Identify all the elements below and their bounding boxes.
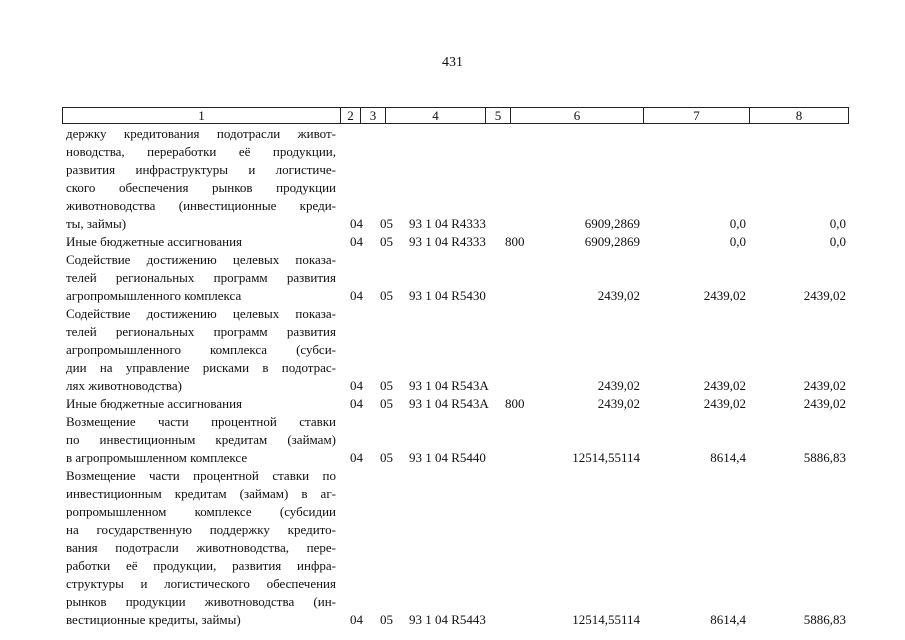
description-line: телей региональных программ развития [66, 324, 336, 339]
amount-col-6: 2439,02 [597, 288, 640, 303]
row-description [66, 233, 336, 251]
header-col-2: 2 [341, 108, 361, 123]
section-code: 04 [350, 450, 363, 465]
description-line: Иные бюджетные ассигнования [66, 396, 243, 411]
description-line: животноводства (инвестиционные креди- [66, 198, 336, 213]
amount-col-8: 2439,02 [803, 288, 846, 303]
description-line: развития инфраструктуры и логистиче- [66, 162, 336, 177]
section-code: 04 [350, 612, 363, 627]
header-col-6: 6 [511, 108, 644, 123]
amount-col-7: 8614,4 [710, 450, 746, 465]
amount-col-7: 0,0 [729, 234, 746, 249]
section-code: 04 [350, 234, 363, 249]
description-line: рынков продукции животноводства (ин- [66, 594, 336, 609]
description-line: структуры и логистического обеспечения [66, 576, 336, 591]
row-description [66, 413, 336, 467]
header-col-5: 5 [486, 108, 511, 123]
description-line: дии на управление рисками в подотрас- [66, 360, 336, 375]
table-header [62, 107, 849, 124]
description-line: Иные бюджетные ассигнования [66, 234, 243, 249]
subsection-code: 05 [380, 216, 393, 231]
description-line: Возмещение части процентной ставки [66, 414, 336, 429]
amount-col-6: 12514,55114 [572, 450, 640, 465]
amount-col-7: 2439,02 [703, 396, 746, 411]
table-row [0, 467, 905, 629]
amount-col-7: 2439,02 [703, 378, 746, 393]
description-line: ского обеспечения рынков продукции [66, 180, 336, 195]
description-line: инвестиционным кредитам (займам) в аг- [66, 486, 336, 501]
expense-type-code: 800 [505, 234, 525, 249]
description-line: агропромышленного комплекса [66, 288, 242, 303]
header-col-7: 7 [644, 108, 750, 123]
row-description [66, 251, 336, 305]
amount-col-8: 2439,02 [803, 378, 846, 393]
description-line: вания подотрасли животноводства, пере- [66, 540, 336, 555]
table-row [0, 125, 905, 233]
amount-col-6: 2439,02 [597, 396, 640, 411]
table-row [0, 251, 905, 305]
target-article-code: 93 1 04 R543A [409, 378, 489, 393]
amount-col-7: 0,0 [729, 216, 746, 231]
section-code: 04 [350, 288, 363, 303]
target-article-code: 93 1 04 R4333 [409, 216, 486, 231]
amount-col-7: 2439,02 [703, 288, 746, 303]
target-article-code: 93 1 04 R5440 [409, 450, 486, 465]
subsection-code: 05 [380, 234, 393, 249]
row-description [66, 467, 336, 629]
table-row [0, 305, 905, 395]
amount-col-8: 5886,83 [803, 450, 846, 465]
description-line: Содействие достижению целевых показа- [66, 252, 336, 267]
amount-col-7: 8614,4 [710, 612, 746, 627]
amount-col-6: 2439,02 [597, 378, 640, 393]
table-row [0, 395, 905, 413]
description-line: на государственную поддержку кредито- [66, 522, 336, 537]
header-col-8: 8 [795, 108, 803, 123]
amount-col-8: 2439,02 [803, 396, 846, 411]
subsection-code: 05 [380, 378, 393, 393]
description-line: ропромышленном комплексе (субсидии [66, 504, 336, 519]
row-description [66, 125, 336, 233]
expense-type-code: 800 [505, 396, 525, 411]
description-line: агропромышленного комплекса (субси- [66, 342, 336, 357]
table-row [0, 413, 905, 467]
amount-col-8: 0,0 [829, 234, 846, 249]
header-col-3: 3 [361, 108, 386, 123]
description-line: новодства, переработки её продукции, [66, 144, 336, 159]
target-article-code: 93 1 04 R5430 [409, 288, 486, 303]
description-line: ты, займы) [66, 216, 127, 231]
section-code: 04 [350, 216, 363, 231]
amount-col-8: 5886,83 [803, 612, 846, 627]
amount-col-6: 6909,2869 [584, 234, 640, 249]
description-line: Содействие достижению целевых показа- [66, 306, 336, 321]
description-line: Возмещение части процентной ставки по [66, 468, 336, 483]
page-number: 431 [442, 55, 463, 70]
description-line: лях животноводства) [66, 378, 182, 393]
description-line: работки её продукции, развития инфра- [66, 558, 336, 573]
subsection-code: 05 [380, 288, 393, 303]
description-line: телей региональных программ развития [66, 270, 336, 285]
header-col-4: 4 [386, 108, 486, 123]
subsection-code: 05 [380, 450, 393, 465]
description-line: вестиционные кредиты, займы) [66, 612, 241, 627]
table-row [0, 233, 905, 251]
row-description [66, 305, 336, 395]
amount-col-6: 12514,55114 [572, 612, 640, 627]
section-code: 04 [350, 378, 363, 393]
header-col-1: 1 [63, 108, 341, 123]
description-line: держку кредитования подотрасли живот- [66, 126, 336, 141]
description-line: по инвестиционным кредитам (займам) [66, 432, 336, 447]
amount-col-6: 6909,2869 [584, 216, 640, 231]
amount-col-8: 0,0 [829, 216, 846, 231]
row-description [66, 395, 336, 413]
description-line: в агропромышленном комплексе [66, 450, 248, 465]
subsection-code: 05 [380, 396, 393, 411]
section-code: 04 [350, 396, 363, 411]
target-article-code: 93 1 04 R4333 [409, 234, 486, 249]
target-article-code: 93 1 04 R543A [409, 396, 489, 411]
subsection-code: 05 [380, 612, 393, 627]
target-article-code: 93 1 04 R5443 [409, 612, 486, 627]
